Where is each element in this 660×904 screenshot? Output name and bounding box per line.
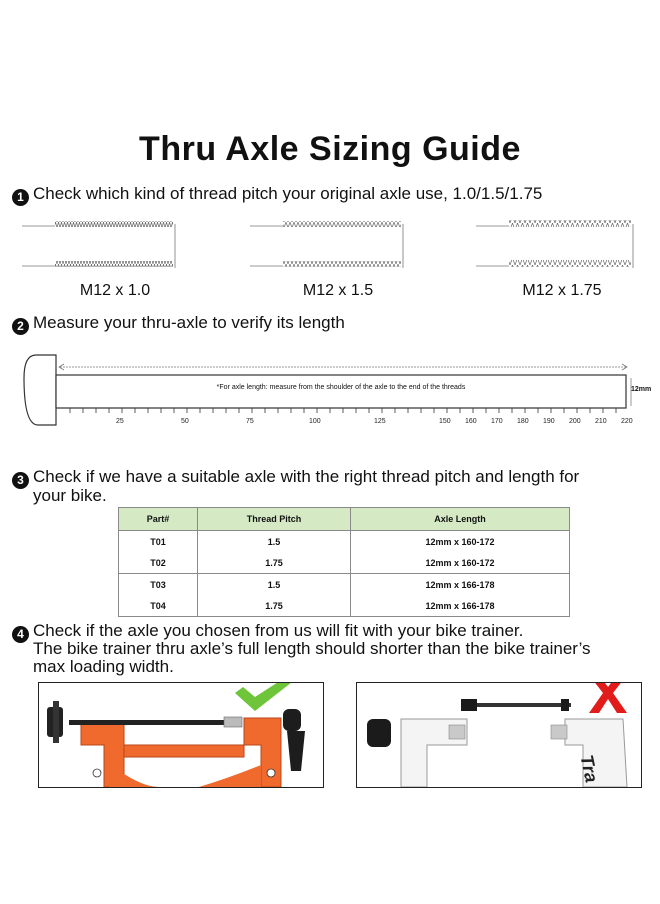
tick-label: 190 bbox=[543, 418, 555, 425]
table-cell-length: 12mm x 166-178 bbox=[351, 574, 570, 596]
step1-heading bbox=[12, 184, 542, 206]
table-cell-pitch: 1.5 bbox=[198, 574, 351, 596]
step4-text-line2: The bike trainer thru axle’s full length should shorter than the bike trainer’s bbox=[33, 639, 591, 658]
tick-label: 200 bbox=[569, 418, 581, 425]
step4-number-badge: 4 bbox=[12, 626, 29, 643]
table-cell-part: T03 bbox=[119, 574, 198, 596]
table-cell-length: 12mm x 160-172 bbox=[351, 552, 570, 574]
axle-shaft-shape bbox=[56, 375, 626, 408]
tick-label: 50 bbox=[181, 418, 189, 425]
tick-label: 180 bbox=[517, 418, 529, 425]
thread-diagram-1-0 bbox=[22, 221, 175, 268]
thread-diagram-1-5 bbox=[250, 221, 403, 268]
tick-label: 125 bbox=[374, 418, 386, 425]
table-cell-pitch: 1.5 bbox=[198, 531, 351, 553]
trainer-fit-photo bbox=[38, 682, 324, 788]
step3-text-line1: Check if we have a suitable axle with the right thread pitch and length for bbox=[33, 467, 580, 486]
thread-diagram-1-75 bbox=[476, 220, 633, 268]
table-header-axle-length: Axle Length bbox=[351, 508, 570, 531]
ruler-ticks bbox=[70, 408, 616, 413]
pitch-label-1-75: M12 x 1.75 bbox=[522, 282, 602, 299]
tick-label: 100 bbox=[309, 418, 321, 425]
step1-text: Check which kind of thread pitch your original axle use, 1.0/1.5/1.75 bbox=[33, 184, 543, 203]
page-title: Thru Axle Sizing Guide bbox=[139, 130, 521, 168]
table-cell-length: 12mm x 160-172 bbox=[351, 531, 570, 553]
table-header-row bbox=[119, 508, 570, 531]
tick-label: 210 bbox=[595, 418, 607, 425]
table-header-part: Part# bbox=[119, 508, 198, 531]
trainer-brand-text: Tra bbox=[576, 753, 602, 785]
tick-label: 75 bbox=[246, 418, 254, 425]
table-cell-part: T01 bbox=[119, 531, 198, 553]
table-cell-part: T02 bbox=[119, 552, 198, 574]
axle-parts-table bbox=[118, 507, 570, 617]
tick-label: 170 bbox=[491, 418, 503, 425]
tick-label: 160 bbox=[465, 418, 477, 425]
table-row bbox=[119, 595, 570, 617]
table-row bbox=[119, 531, 570, 553]
step4-text-line1: Check if the axle you chosen from us will fit with your bike trainer. bbox=[33, 621, 524, 640]
step3-text-line2: your bike. bbox=[33, 486, 107, 505]
table-header-thread-pitch: Thread Pitch bbox=[198, 508, 351, 531]
ruler-tick-labels bbox=[0, 418, 660, 430]
table-row bbox=[119, 552, 570, 574]
pitch-label-1-5: M12 x 1.5 bbox=[302, 282, 374, 299]
step2-heading bbox=[12, 313, 345, 335]
check-mark-icon bbox=[229, 682, 309, 721]
step4-text-line3: max loading width. bbox=[33, 657, 174, 676]
tick-label: 150 bbox=[439, 418, 451, 425]
thread-pitch-diagrams bbox=[0, 216, 660, 276]
table-cell-pitch: 1.75 bbox=[198, 552, 351, 574]
tick-label: 25 bbox=[116, 418, 124, 425]
table-row bbox=[119, 574, 570, 596]
step1-number-badge: 1 bbox=[12, 189, 29, 206]
tick-label: 220 bbox=[621, 418, 633, 425]
axle-head-shape bbox=[24, 355, 56, 425]
table-cell-length: 12mm x 166-178 bbox=[351, 595, 570, 617]
step2-text: Measure your thru-axle to verify its length bbox=[33, 313, 345, 332]
table-cell-part: T04 bbox=[119, 595, 198, 617]
axle-diameter-label: 12mm bbox=[631, 386, 652, 393]
axle-length-note: *For axle length: measure from the shoulder of the axle to the end of the threads bbox=[216, 384, 466, 391]
step2-number-badge: 2 bbox=[12, 318, 29, 335]
pitch-label-1-0: M12 x 1.0 bbox=[79, 282, 151, 299]
trainer-nofit-photo bbox=[356, 682, 642, 788]
step3-number-badge: 3 bbox=[12, 472, 29, 489]
axle-ruler-diagram bbox=[0, 350, 660, 435]
cross-mark-icon bbox=[585, 682, 631, 717]
table-cell-pitch: 1.75 bbox=[198, 595, 351, 617]
